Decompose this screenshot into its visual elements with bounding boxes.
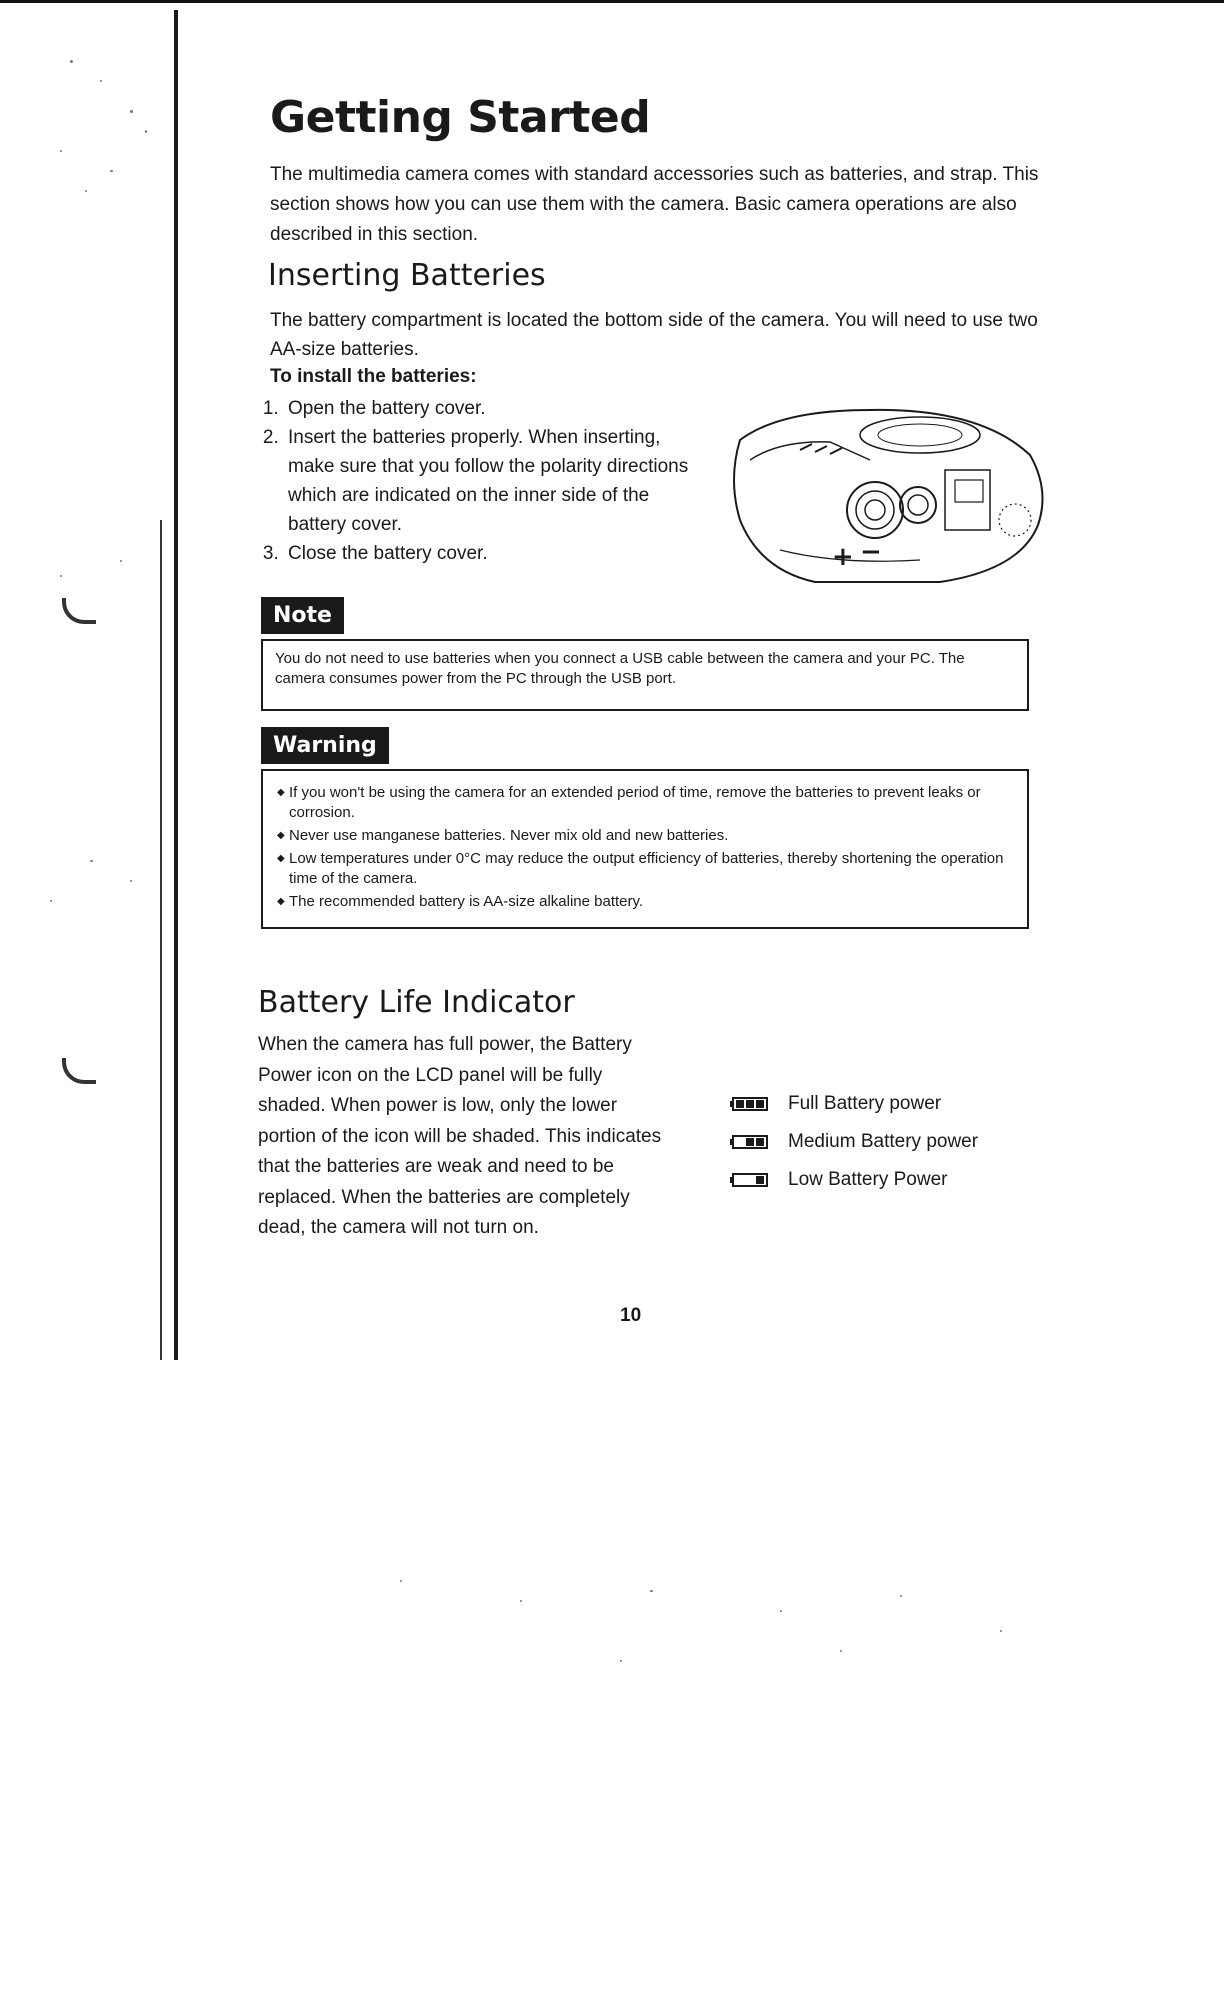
battery-level-label: Medium Battery power — [788, 1131, 979, 1152]
binder-clip-mark — [62, 598, 96, 624]
battery-full-icon — [730, 1097, 768, 1111]
inserting-batteries-text: The battery compartment is located the bottom side of the camera. You will need to use two AA-size batteries. — [270, 310, 1038, 360]
warning-list — [263, 771, 1027, 921]
binder-clip-mark — [62, 1058, 96, 1084]
warning-box — [261, 769, 1029, 929]
battery-level-label: Low Battery Power — [788, 1169, 948, 1190]
install-steps — [264, 394, 704, 568]
install-step: 2. Insert the batteries properly. When inserting, make sure that you follow the polarity directions which are indicated on the inner side of the battery cover. — [284, 423, 704, 539]
top-edge-line — [0, 0, 1224, 3]
plus-sign: + — [832, 542, 854, 572]
warning-item: ◆ If you won't be using the camera for an extended period of time, remove the batteries to prevent leaks or corrosion. — [277, 783, 1015, 823]
inserting-batteries-heading: Inserting Batteries — [268, 258, 546, 293]
camera-battery-illustration — [720, 400, 1050, 590]
battery-level-legend — [730, 1085, 1060, 1199]
binding-shadow — [160, 520, 162, 1360]
note-label: Note — [261, 597, 344, 634]
battery-low-icon — [730, 1173, 768, 1187]
battery-life-text: When the camera has full power, the Battery Power icon on the LCD panel will be fully shaded. When power is low, only the lower portion of the icon will be shaded. This indicates that the batteries are weak and need to be replaced. When the batteries are completely dead, the camera will not turn on. — [258, 1034, 662, 1238]
note-text: You do not need to use batteries when you connect a USB cable between the camera and your PC. The camera consumes power from the PC through the USB port. — [275, 650, 965, 687]
install-step: 1. Open the battery cover. — [284, 394, 704, 423]
warning-item: ◆ Never use manganese batteries. Never mix old and new batteries. — [277, 826, 1015, 846]
install-label: To install the batteries: — [270, 366, 477, 387]
battery-life-heading: Battery Life Indicator — [258, 985, 575, 1020]
intro-paragraph: The multimedia camera comes with standard accessories such as batteries, and strap. This section shows how you can use them with the camera. Basic camera operations are also described in this section. — [270, 164, 1039, 245]
warning-label: Warning — [261, 727, 389, 764]
install-step: 3. Close the battery cover. — [284, 539, 704, 568]
battery-level-label: Full Battery power — [788, 1093, 942, 1114]
battery-medium-icon — [730, 1135, 768, 1149]
page-title: Getting Started — [270, 92, 651, 143]
page-number: 10 — [620, 1305, 642, 1326]
warning-item: ◆ Low temperatures under 0°C may reduce the output efficiency of batteries, thereby shortening the operation time of the camera. — [277, 849, 1015, 889]
note-box — [261, 639, 1029, 711]
binding-edge — [174, 10, 178, 1360]
battery-level-medium — [730, 1123, 1060, 1161]
warning-item: ◆ The recommended battery is AA-size alkaline battery. — [277, 892, 1015, 912]
battery-level-full — [730, 1085, 1060, 1123]
battery-level-low — [730, 1161, 1060, 1199]
minus-sign: − — [860, 537, 882, 567]
